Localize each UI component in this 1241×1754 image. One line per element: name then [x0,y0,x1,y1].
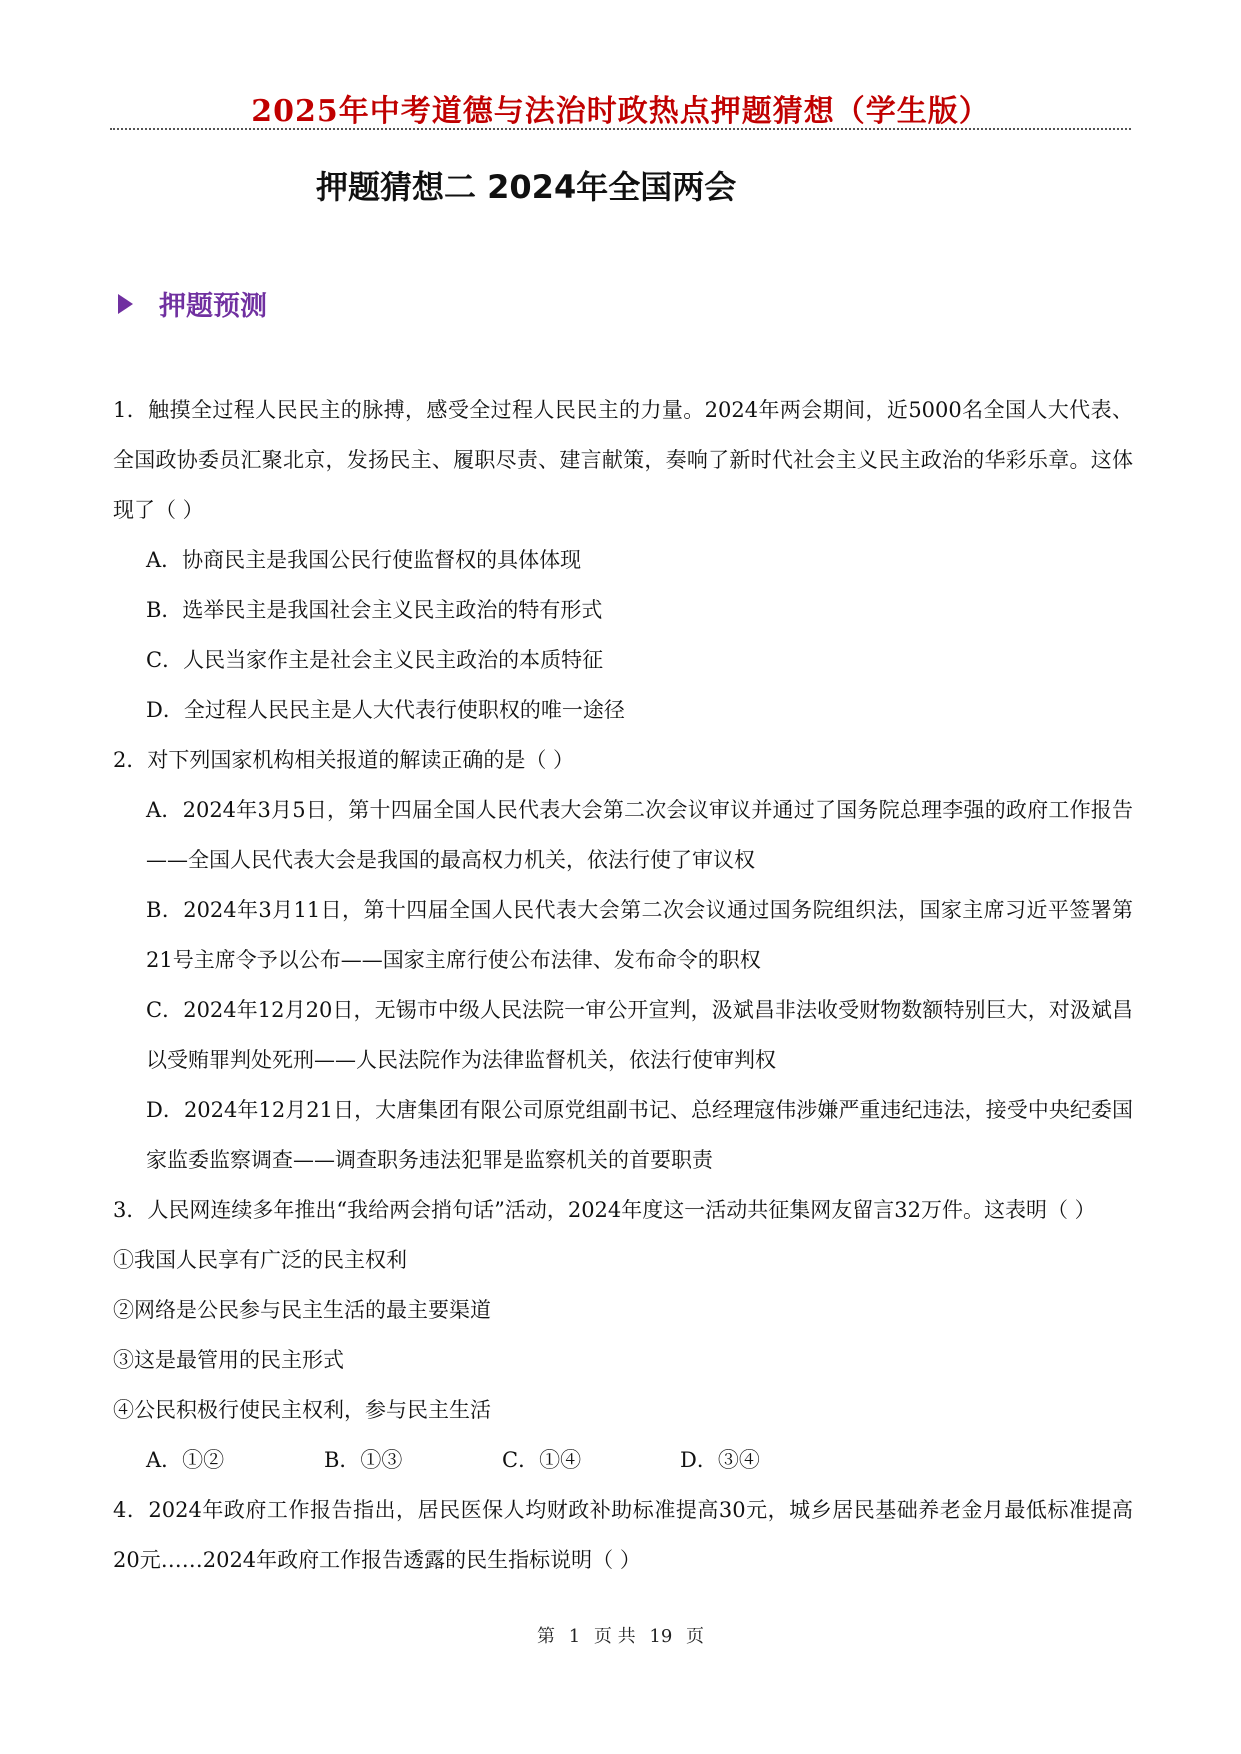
question-3-option-c: C．①④ [502,1448,582,1472]
header-divider [110,128,1131,130]
footer-page-number: 1 [568,1626,581,1647]
footer-total-pages: 19 [649,1626,673,1647]
question-3-option-a: A．①② [146,1448,225,1472]
section-title: 押题猜想二 2024年全国两会 [316,168,737,206]
question-3-statement-4: ④公民积极行使民主权利，参与民主生活 [113,1398,491,1422]
question-3-statement-1: ①我国人民享有广泛的民主权利 [113,1248,407,1272]
question-2-option-d: D．2024年12月21日，大唐集团有限公司原党组副书记、总经理寇伟涉嫌严重违纪违法，接受中央纪委国家监委监察调查——调查职务违法犯罪是监察机关的首要职责 [146,1098,1133,1172]
question-1-option-b: B．选举民主是我国社会主义民主政治的特有形式 [146,598,603,622]
question-4-stem: 4．2024年政府工作报告指出，居民医保人均财政补助标准提高30元，城乡居民基础养老金月最低标准提高20元……2024年政府工作报告透露的民生指标说明（ ） [113,1498,1133,1572]
question-3-statement-3: ③这是最管用的民主形式 [113,1348,344,1372]
sub-heading-label: 押题预测 [159,291,267,322]
footer-suffix: 页 [686,1626,705,1647]
header-title: 2025年中考道德与法治时政热点押题猜想（学生版） [251,94,990,129]
question-3-stem: 3．人民网连续多年推出“我给两会捎句话”活动，2024年度这一活动共征集网友留言32万件。这表明（ ） [113,1198,1096,1222]
arrow-right-icon [118,294,133,314]
footer-prefix: 第 [536,1626,555,1647]
question-1-stem: 1．触摸全过程人民民主的脉搏，感受全过程人民民主的力量。2024年两会期间，近5000名全国人大代表、全国政协委员汇聚北京，发扬民主、履职尽责、建言献策，奏响了新时代社会主义民主政治的华彩乐章。这体现了（ ） [113,398,1133,522]
question-3-statement-2: ②网络是公民参与民主生活的最主要渠道 [113,1298,491,1322]
page-footer [0,1622,1241,1648]
sub-heading [118,284,267,323]
question-1-option-c: C．人民当家作主是社会主义民主政治的本质特征 [146,648,604,672]
question-3-option-b: B．①③ [324,1448,403,1472]
question-list [113,385,1133,1585]
question-2-option-b: B．2024年3月11日，第十四届全国人民代表大会第二次会议通过国务院组织法，国家主席习近平签署第21号主席令予以公布——国家主席行使公布法律、发布命令的职权 [146,898,1133,972]
question-1-option-d: D．全过程人民民主是人大代表行使职权的唯一途径 [146,698,625,722]
question-2-option-a: A．2024年3月5日，第十四届全国人民代表大会第二次会议审议并通过了国务院总理李强的政府工作报告——全国人民代表大会是我国的最高权力机关，依法行使了审议权 [146,798,1133,872]
question-3-option-d: D．③④ [680,1448,760,1472]
question-2-stem: 2．对下列国家机构相关报道的解读正确的是（ ） [113,748,575,772]
question-1-option-a: A．协商民主是我国公民行使监督权的具体体现 [146,548,582,572]
question-3-options [113,1435,1133,1485]
footer-mid: 页 共 [593,1626,636,1647]
question-2-option-c: C．2024年12月20日，无锡市中级人民法院一审公开宣判，汲斌昌非法收受财物数额特别巨大，对汲斌昌以受贿罪判处死刑——人民法院作为法律监督机关，依法行使审判权 [146,998,1133,1072]
